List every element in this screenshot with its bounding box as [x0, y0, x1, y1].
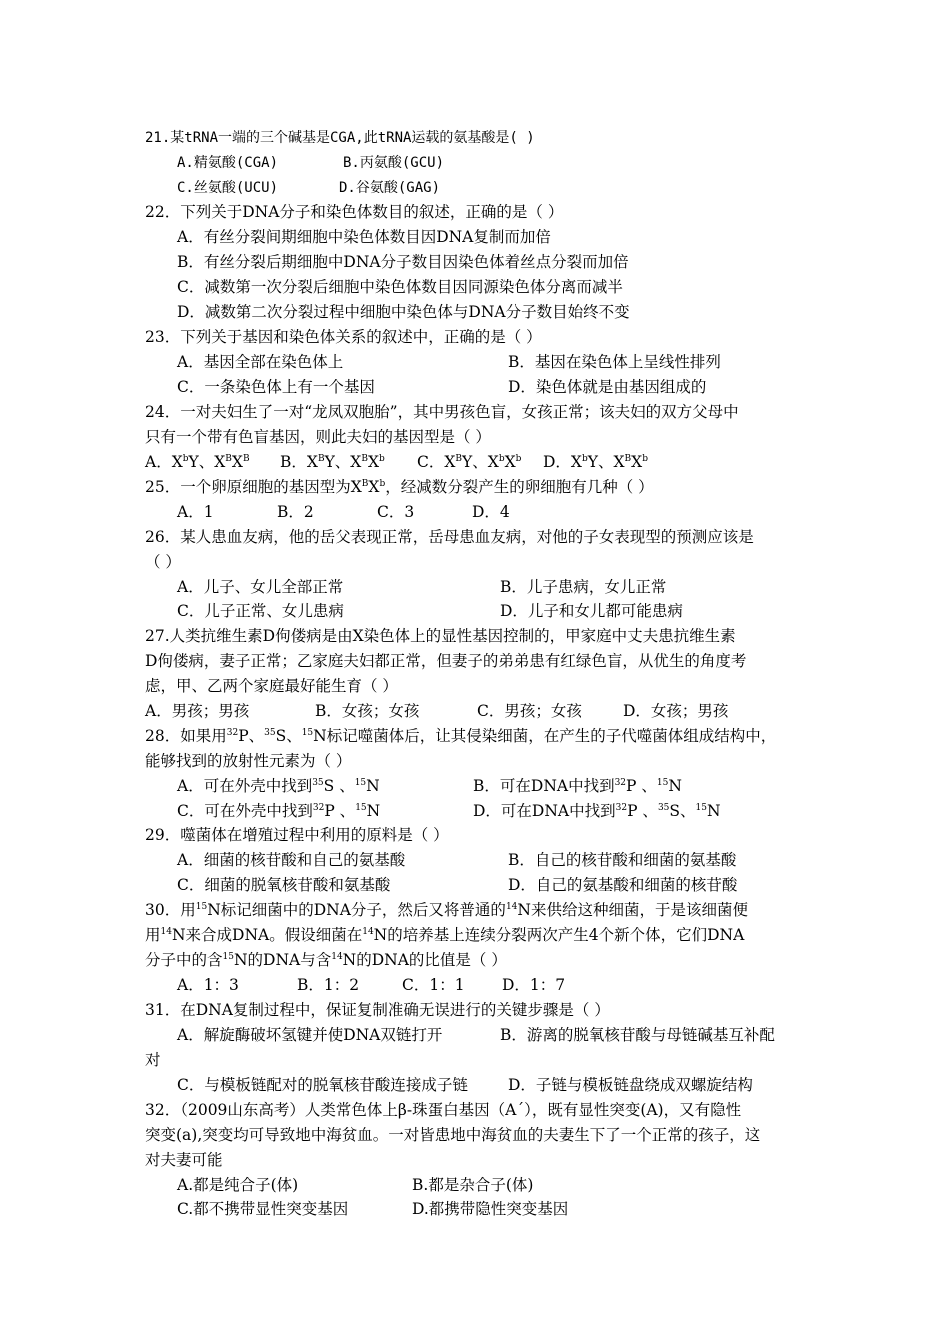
question-24-stem-line-2: 只有一个带有色盲基因，则此夫妇的基因型是（ ）	[145, 428, 491, 446]
q28-option-a: A．可在外壳中找到$^{35}$S 、$^{15}$N	[177, 777, 380, 795]
question-27-stem-line-2: D佝偻病，妻子正常；乙家庭夫妇都正常，但妻子的弟弟患有红绿色盲，从优生的角度考	[145, 652, 747, 670]
q30-option-a: A．1：3	[177, 976, 239, 994]
question-32-stem-line-1: 32．（2009山东高考）人类常色体上β-珠蛋白基因（A´），既有显性突变(A)，又有隐性	[145, 1101, 742, 1119]
question-28-stem-line-1: 28．如果用$^{32}$P、$^{35}$S、$^{15}$N标记噬菌体后，让其侵染细菌，在产生的子代噬菌体组成结构中，	[145, 727, 777, 745]
q29-option-c: C．细菌的脱氧核苷酸和氨基酸	[177, 876, 391, 894]
question-24-stem-line-1: 24．一对夫妇生了一对“龙凤双胞胎”，其中男孩色盲，女孩正常；该夫妇的双方父母中	[145, 403, 739, 421]
q21-option-a: A.精氨酸(CGA)	[177, 155, 279, 171]
question-21-stem: 21.某tRNA一端的三个碱基是CGA,此tRNA运载的氨基酸是( )	[145, 130, 535, 146]
q26-option-b: B．儿子患病，女儿正常	[500, 578, 667, 596]
q21-option-d: D.谷氨酸(GAG)	[339, 180, 441, 196]
q24-option-c: C．$X^BY$、$X^bX^b$	[417, 453, 522, 471]
question-30-stem-line-1: 30．用$^{15}$N标记细菌中的DNA分子，然后又将普通的$^{14}$N来供给这种细菌，于是该细菌便	[145, 901, 748, 919]
q25-option-d: D．4	[472, 503, 510, 521]
q32-option-a: A.都是纯合子(体)	[177, 1176, 299, 1194]
q31-option-a: A．解旋酶破坏氢键并使DNA双链打开	[177, 1026, 443, 1044]
q27-option-b: B．女孩；女孩	[315, 702, 420, 720]
question-25-stem: 25．一个卵原细胞的基因型为$X^BX^b$，经减数分裂产生的卵细胞有几种（ ）	[145, 478, 654, 496]
q30-option-b: B．1：2	[297, 976, 360, 994]
q22-option-b: B．有丝分裂后期细胞中DNA分子数目因染色体着丝点分裂而加倍	[177, 253, 629, 271]
q31-option-d: D．子链与模板链盘绕成双螺旋结构	[508, 1076, 753, 1094]
q25-option-a: A．1	[177, 503, 214, 521]
q31-option-b: B．游离的脱氧核苷酸与母链碱基互补配	[500, 1026, 775, 1044]
question-28-stem-line-2: 能够找到的放射性元素为（ ）	[145, 752, 352, 770]
q24-option-a: A．$X^bY$、$X^BX^B$	[145, 453, 250, 471]
question-26-stem-line-1: 26．某人患血友病，他的岳父表现正常，岳母患血友病，对他的子女表现型的预测应该是	[145, 528, 754, 546]
q26-option-a: A．儿子、女儿全部正常	[177, 578, 344, 596]
q28-option-c: C．可在外壳中找到$^{32}$P 、$^{15}$N	[177, 802, 381, 820]
q27-option-c: C．男孩；女孩	[477, 702, 582, 720]
q31-option-c: C．与模板链配对的脱氧核苷酸连接成子链	[177, 1076, 468, 1094]
q28-option-d: D．可在DNA中找到$^{32}$P 、$^{35}$S、$^{15}$N	[473, 802, 721, 820]
q27-option-a: A．男孩；男孩	[145, 702, 250, 720]
question-32-stem-line-3: 对夫妻可能	[145, 1151, 223, 1169]
question-23-stem: 23．下列关于基因和染色体关系的叙述中，正确的是（ ）	[145, 328, 542, 346]
q24-option-b: B．$X^BY$、$X^BX^b$	[280, 453, 385, 471]
q23-option-c: C．一条染色体上有一个基因	[177, 378, 375, 396]
q32-option-b: B.都是杂合子(体)	[412, 1176, 534, 1194]
q24-option-d: D．$X^bY$、$X^BX^b$	[543, 453, 648, 471]
q32-option-c: C.都不携带显性突变基因	[177, 1200, 349, 1218]
q26-option-d: D．儿子和女儿都可能患病	[500, 602, 683, 620]
q29-option-a: A．细菌的核苷酸和自己的氨基酸	[177, 851, 406, 869]
question-27-stem-line-3: 虑，甲、乙两个家庭最好能生育（ ）	[145, 677, 398, 695]
q32-option-d: D.都携带隐性突变基因	[412, 1200, 569, 1218]
q30-option-c: C．1：1	[402, 976, 465, 994]
q29-option-b: B．自己的核苷酸和细菌的氨基酸	[508, 851, 737, 869]
q23-option-d: D．染色体就是由基因组成的	[508, 378, 707, 396]
q28-option-b: B．可在DNA中找到$^{32}$P 、$^{15}$N	[473, 777, 682, 795]
q31-option-b-continued: 对	[145, 1051, 161, 1069]
q27-option-d: D．女孩；男孩	[623, 702, 729, 720]
question-32-stem-line-2: 突变(a),突变均可导致地中海贫血。一对皆患地中海贫血的夫妻生下了一个正常的孩子，这	[145, 1126, 761, 1144]
q23-option-a: A．基因全部在染色体上	[177, 353, 344, 371]
question-27-stem-line-1: 27.人类抗维生素D佝偻病是由X染色体上的显性基因控制的，甲家庭中丈夫患抗维生素	[145, 627, 736, 645]
q25-option-c: C．3	[377, 503, 415, 521]
q23-option-b: B．基因在染色体上呈线性排列	[508, 353, 721, 371]
q21-option-b: B.丙氨酸(GCU)	[343, 155, 445, 171]
q22-option-c: C．减数第一次分裂后细胞中染色体数目因同源染色体分离而减半	[177, 278, 623, 296]
q30-option-d: D．1：7	[502, 976, 566, 994]
q21-option-c: C.丝氨酸(UCU)	[177, 180, 279, 196]
q29-option-d: D．自己的氨基酸和细菌的核苷酸	[508, 876, 738, 894]
question-26-stem-line-2: （ ）	[145, 553, 181, 571]
question-30-stem-line-3: 分子中的含$^{15}$N的DNA与含$^{14}$N的DNA的比值是（ ）	[145, 951, 507, 969]
question-22-stem: 22．下列关于DNA分子和染色体数目的叙述，正确的是（ ）	[145, 203, 564, 221]
question-29-stem: 29．噬菌体在增殖过程中利用的原料是（ ）	[145, 826, 449, 844]
question-31-stem: 31．在DNA复制过程中，保证复制准确无误进行的关键步骤是（ ）	[145, 1001, 610, 1019]
q26-option-c: C．儿子正常、女儿患病	[177, 602, 344, 620]
q22-option-a: A．有丝分裂间期细胞中染色体数目因DNA复制而加倍	[177, 228, 551, 246]
q22-option-d: D．减数第二次分裂过程中细胞中染色体与DNA分子数目始终不变	[177, 303, 630, 321]
question-30-stem-line-2: 用$^{14}$N来合成DNA。假设细菌在$^{14}$N的培养基上连续分裂两次产生4个新个体，它们DNA	[145, 926, 745, 944]
q25-option-b: B．2	[277, 503, 314, 521]
